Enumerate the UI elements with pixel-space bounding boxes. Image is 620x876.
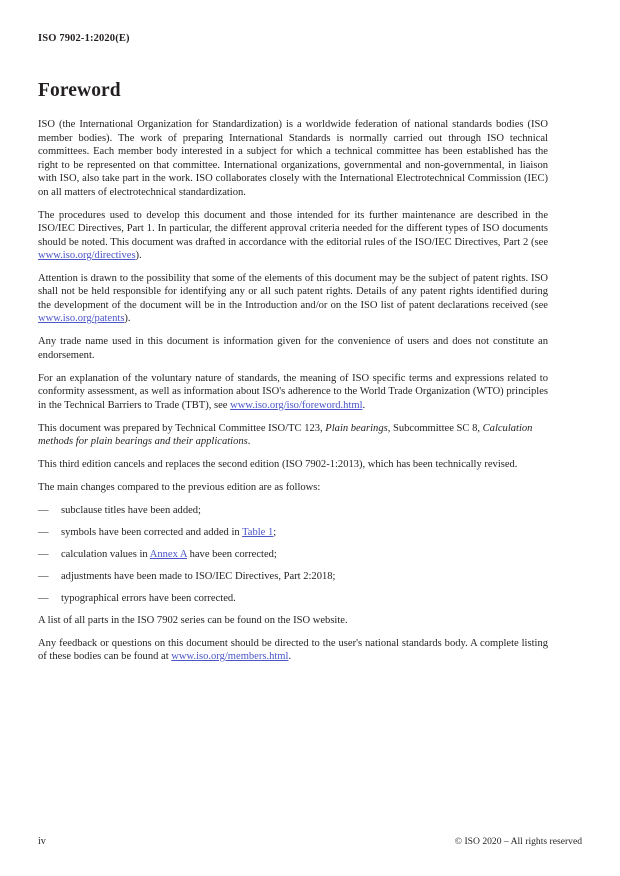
dash-bullet-icon: — <box>38 570 49 582</box>
dash-bullet-icon: — <box>38 526 49 538</box>
paragraph-technical-committee-middle: , Subcommittee SC 8, <box>387 422 483 434</box>
paragraph-patent-rights-text: Attention is drawn to the possibility that some of the elements of this document may be the subject of patent rights. ISO shall not be held responsible for identifying any or all such patent rights. Details of any patent rights identified during the development of the document will be in the Introduction and/or on the ISO list of patent declarations received (see <box>38 272 548 311</box>
paragraph-technical-committee-suffix: . <box>247 436 251 447</box>
paragraph-voluntary-nature-suffix: . <box>362 399 366 411</box>
dash-bullet-icon: — <box>38 504 49 516</box>
paragraph-procedures-text: The procedures used to develop this document and those intended for its further maintenance are described in the ISO/IEC Directives, Part 1. In particular, the different approval criteria needed for the different types of ISO documents should be noted. This document was drafted in accordance with the editorial rules of the ISO/IEC Directives, Part 2 (see <box>38 209 548 248</box>
copyright-notice: © ISO 2020 – All rights reserved <box>454 836 582 847</box>
list-item-text: adjustments have been made to ISO/IEC Directives, Part 2:2018; <box>61 570 336 582</box>
list-item <box>38 504 548 517</box>
list-item-text: subclause titles have been added; <box>61 504 201 516</box>
list-item <box>38 548 548 561</box>
page-title: Foreword <box>38 80 121 101</box>
link-table-1[interactable]: Table 1 <box>242 526 274 538</box>
paragraph-voluntary-nature-text: For an explanation of the voluntary nature of standards, the meaning of ISO specific terms and expressions related to conformity assessment, as well as information about ISO's adherence to the World Trade Organization (WTO) principles in the Technical Barriers to Trade (TBT), see <box>38 372 548 411</box>
paragraph-technical-committee <box>38 422 548 449</box>
list-item <box>38 570 548 583</box>
list-item-text: calculation values in <box>61 548 150 560</box>
paragraph-trade-name: Any trade name used in this document is information given for the convenience of users and does not constitute an endorsement. <box>38 336 548 361</box>
document-number: ISO 7902-1:2020(E) <box>38 33 130 44</box>
link-annex-a[interactable]: Annex A <box>149 548 187 560</box>
paragraph-procedures <box>38 209 548 263</box>
paragraph-technical-committee-text: This document was prepared by Technical Committee ISO/TC 123, <box>38 422 326 434</box>
running-header <box>38 33 548 44</box>
changes-list <box>38 504 548 605</box>
dash-bullet-icon: — <box>38 592 49 604</box>
list-item-text: symbols have been corrected and added in <box>61 526 243 538</box>
paragraph-main-changes-intro: The main changes compared to the previous edition are as follows: <box>38 481 321 493</box>
page-footer <box>38 836 582 852</box>
paragraph-iso-definition: ISO (the International Organization for Standardization) is a worldwide federation of national standards bodies (ISO member bodies). The work of preparing International Standards is normally carried out through ISO technical committees. Each member body interested in a subject for which a technical committee has been established has the right to be represented on that committee. International organizations, governmental and non-governmental, in liaison with ISO, also take part in the work. ISO collaborates closely with the International Electrotechnical Commission (IEC) on all matters of electrotechnical standardization. <box>38 119 548 198</box>
paragraph-all-parts: A list of all parts in the ISO 7902 series can be found on the ISO website. <box>38 614 348 626</box>
paragraph-patent-rights <box>38 272 548 326</box>
dash-bullet-icon: — <box>38 548 49 560</box>
page-content <box>38 80 548 673</box>
paragraph-feedback <box>38 637 548 664</box>
link-iso-directives[interactable]: www.iso.org/directives <box>38 250 136 262</box>
subcommittee-title-calculation-methods: Calculation methods for plain bearings and their applications <box>38 422 533 447</box>
paragraph-procedures-suffix: ). <box>135 250 142 262</box>
link-iso-patents[interactable]: www.iso.org/patents <box>38 313 125 325</box>
page-number: iv <box>38 836 46 847</box>
link-iso-members[interactable]: www.iso.org/members.html <box>171 651 289 663</box>
paragraph-voluntary-nature <box>38 372 548 412</box>
committee-title-plain-bearings: Plain bearings <box>325 422 388 434</box>
list-item-suffix: have been corrected; <box>186 548 277 560</box>
paragraph-patent-rights-suffix: ). <box>124 313 131 325</box>
list-item <box>38 526 548 539</box>
list-item-suffix: ; <box>273 526 277 538</box>
paragraph-feedback-text: Any feedback or questions on this document should be directed to the user's national standards body. A complete listing of these bodies can be found at <box>38 637 548 663</box>
paragraph-edition-replaces: This third edition cancels and replaces the second edition (ISO 7902-1:2013), which has been technically revised. <box>38 458 518 470</box>
list-item <box>38 592 548 605</box>
link-iso-foreword[interactable]: www.iso.org/iso/foreword.html <box>230 399 363 411</box>
list-item-text: typographical errors have been corrected. <box>61 592 236 604</box>
paragraph-feedback-suffix: . <box>288 651 292 663</box>
